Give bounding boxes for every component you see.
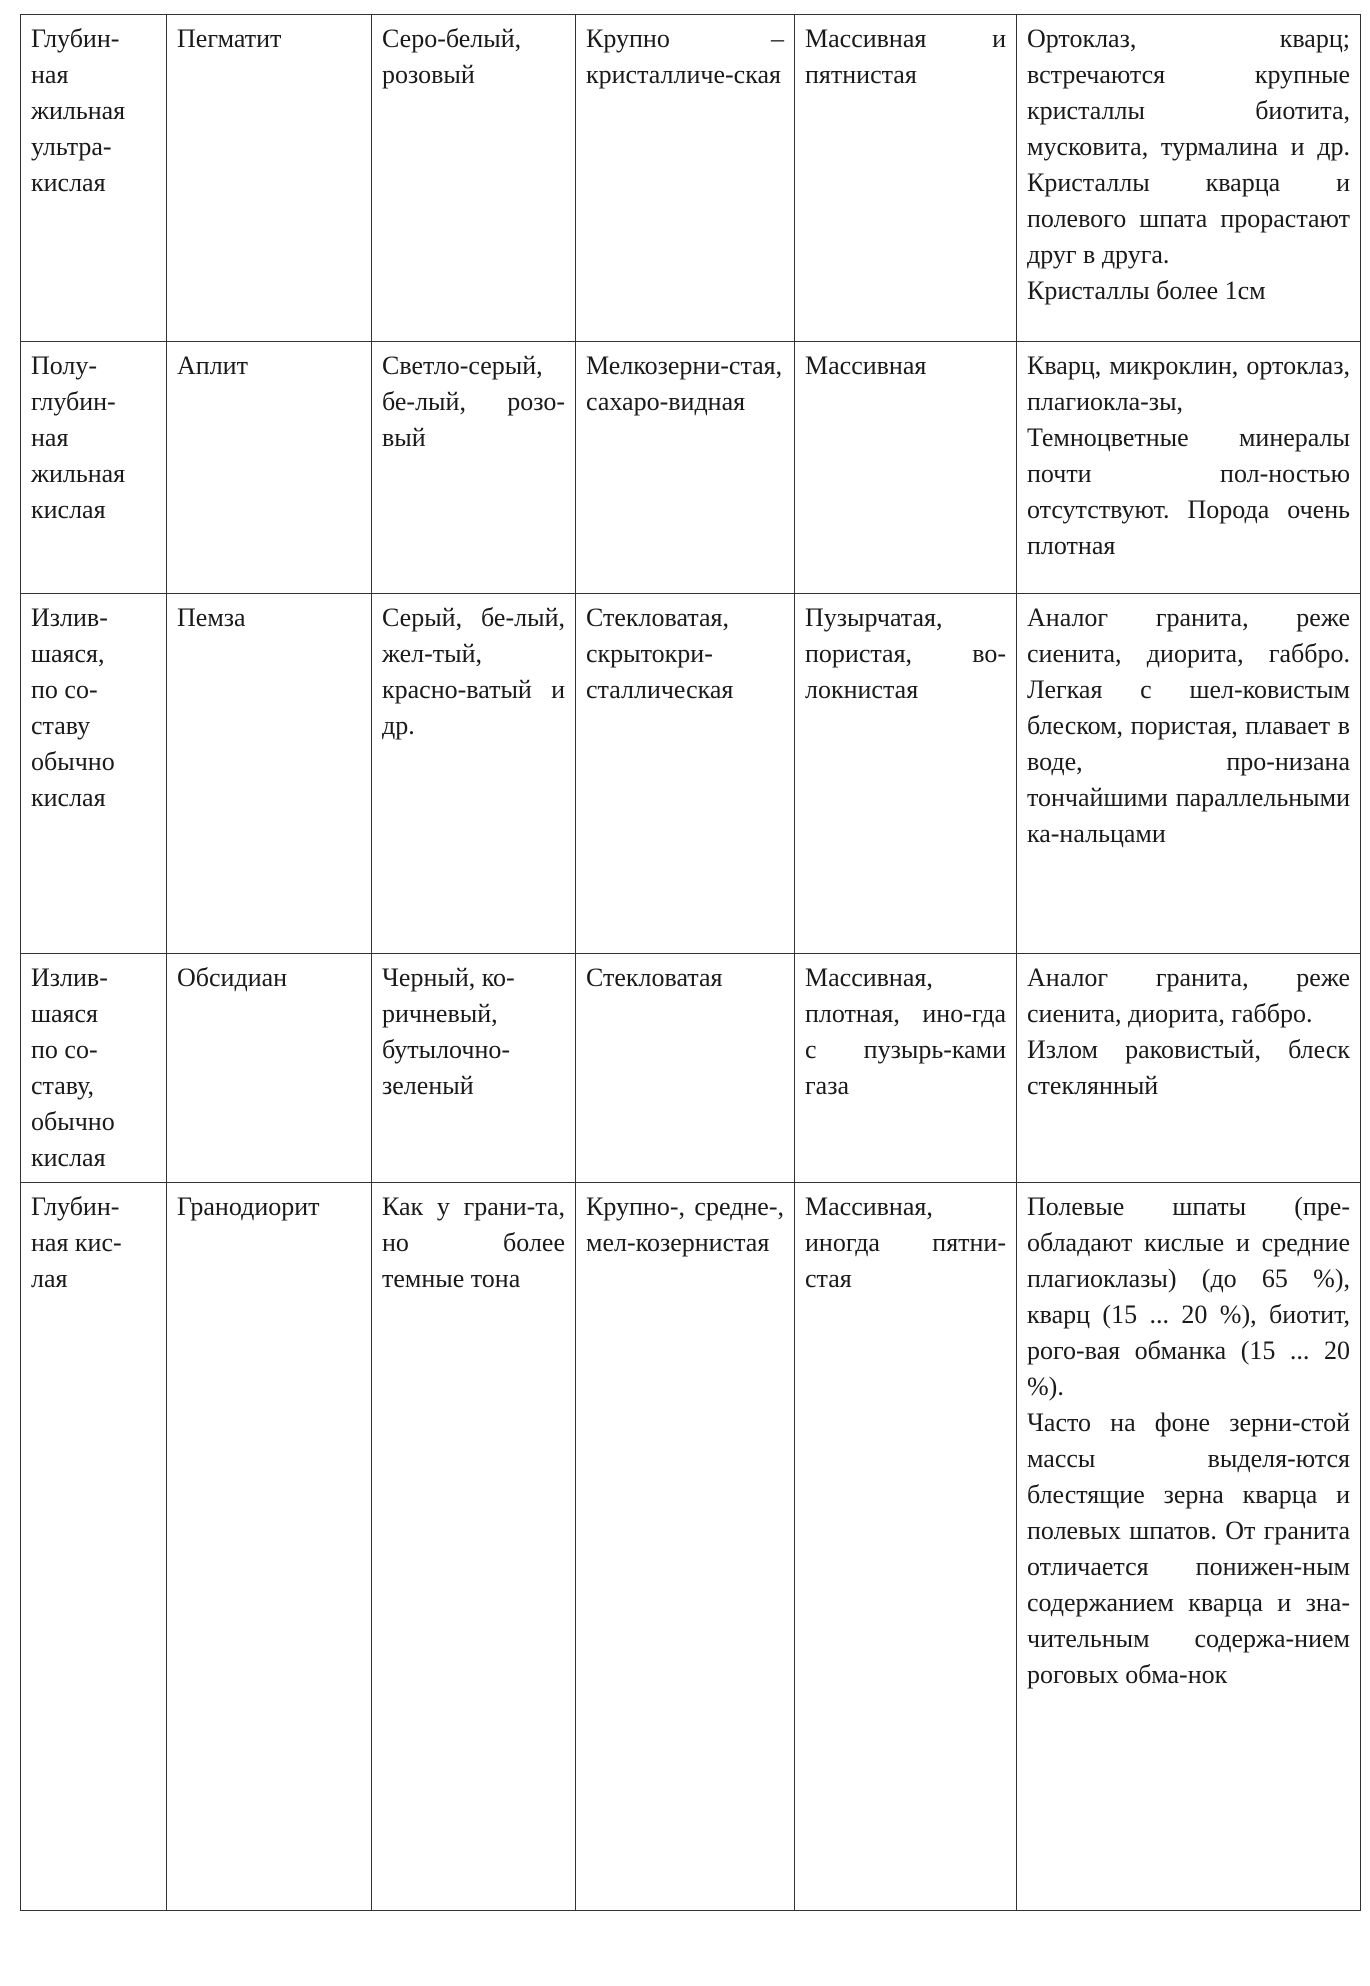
rock-type-line: кислая	[31, 783, 106, 812]
composition-text: Полевые шпаты (пре-обладают кислые и средние плагиоклазы) (до 65 %), кварц (15 ... 20 %), биотит, рого-вая обманка (15 ... 20 %).	[1027, 1192, 1350, 1401]
rock-type-line: обычно	[31, 1107, 115, 1136]
rock-type-line: Глубин-	[31, 1192, 120, 1221]
rock-type-line: ультра-	[31, 132, 112, 161]
rock-color-cell: Светло-серый, бе-лый, розо-вый	[372, 342, 576, 594]
rock-type-line: ная кис-	[31, 1228, 122, 1257]
rock-type-cell	[21, 342, 167, 594]
rock-type-line: глубин-	[31, 387, 116, 416]
rock-type-cell	[21, 594, 167, 954]
composition-extra-text: Излом раковистый, блеск стеклянный	[1027, 1035, 1350, 1100]
composition-extra-text: Часто на фоне зерни-стой массы выделя-ются блестящие зерна кварца и полевых шпатов. От гранита отличается понижен-ным содержанием кварца и зна-чительным содержа-нием роговых обма-нок	[1027, 1408, 1350, 1689]
rock-type-line: Излив-	[31, 963, 108, 992]
rock-name-cell: Аплит	[167, 342, 372, 594]
rock-type-line: кислая	[31, 168, 106, 197]
rock-type-line: по со-	[31, 1035, 98, 1064]
rock-type-line: лая	[31, 1264, 68, 1293]
rock-color-cell: Серый, бе-лый, жел-тый, красно-ватый и др.	[372, 594, 576, 954]
rock-name-cell: Пемза	[167, 594, 372, 954]
rock-texture-cell: Пузырчатая, пористая, во-локнистая	[795, 594, 1017, 954]
document-page	[20, 14, 1360, 1911]
composition-text: Ортоклаз, кварц; встречаются крупные кристаллы биотита, мусковита, турмалина и др. Кристаллы кварца и полевого шпата прорастают друг в друга.	[1027, 24, 1350, 269]
rock-color-cell: Серо-белый, розовый	[372, 15, 576, 342]
rock-structure-cell: Мелкозерни-стая, сахаро-видная	[576, 342, 795, 594]
rock-structure-cell: Крупно – кристалличе-ская	[576, 15, 795, 342]
rock-type-line: обычно	[31, 747, 115, 776]
rock-type-line: ная	[31, 423, 69, 452]
rock-name-cell: Обсидиан	[167, 954, 372, 1183]
rock-composition-cell	[1017, 954, 1361, 1183]
rock-color-cell: Черный, ко-ричневый, бутылочно-зеленый	[372, 954, 576, 1183]
rock-type-line: жильная	[31, 96, 126, 125]
rock-texture-cell: Массивная, плотная, ино-гда с пузырь-ками газа	[795, 954, 1017, 1183]
table-row	[21, 15, 1361, 342]
rock-structure-cell: Стекловатая	[576, 954, 795, 1183]
rock-composition-cell	[1017, 342, 1361, 594]
rock-type-line: ная	[31, 60, 69, 89]
composition-text: Кварц, микроклин, ортоклаз, плагиокла-зы, Темноцветные минералы почти пол-ностью отсутствуют. Порода очень плотная	[1027, 351, 1350, 560]
rock-texture-cell: Массивная	[795, 342, 1017, 594]
composition-extra-text: Кристаллы более 1см	[1027, 276, 1266, 305]
rock-type-cell	[21, 15, 167, 342]
rock-type-line: жильная	[31, 459, 126, 488]
rock-type-line: кислая	[31, 495, 106, 524]
rock-composition-cell	[1017, 594, 1361, 954]
rock-type-line: Излив-	[31, 603, 108, 632]
rock-texture-cell: Массивная и пятнистая	[795, 15, 1017, 342]
rock-name-cell: Пегматит	[167, 15, 372, 342]
table-row	[21, 1183, 1361, 1911]
rock-table	[20, 14, 1361, 1911]
rock-type-line: Полу-	[31, 351, 98, 380]
rock-composition-cell	[1017, 15, 1361, 342]
rock-type-line: ставу,	[31, 1071, 95, 1100]
rock-color-cell: Как у грани-та, но более темные тона	[372, 1183, 576, 1911]
rock-type-cell	[21, 954, 167, 1183]
rock-type-line: Глубин-	[31, 24, 120, 53]
rock-type-line: шаяся	[31, 999, 99, 1028]
table-row	[21, 342, 1361, 594]
rock-type-line: шаяся,	[31, 639, 105, 668]
table-row	[21, 594, 1361, 954]
rock-structure-cell: Крупно-, средне-, мел-козернистая	[576, 1183, 795, 1911]
rock-texture-cell: Массивная, иногда пятни-стая	[795, 1183, 1017, 1911]
rock-type-cell	[21, 1183, 167, 1911]
rock-composition-cell	[1017, 1183, 1361, 1911]
rock-type-line: по со-	[31, 675, 98, 704]
composition-text: Аналог гранита, реже сиенита, диорита, габбро.	[1027, 963, 1350, 1028]
rock-structure-cell: Стекловатая, скрытокри-сталлическая	[576, 594, 795, 954]
rock-name-cell: Гранодиорит	[167, 1183, 372, 1911]
composition-text: Аналог гранита, реже сиенита, диорита, габбро. Легкая с шел-ковистым блеском, пористая, плавает в воде, про-низана тончайшими параллельными ка-нальцами	[1027, 603, 1350, 848]
rock-type-line: ставу	[31, 711, 91, 740]
rock-type-line: кислая	[31, 1143, 106, 1172]
table-row	[21, 954, 1361, 1183]
